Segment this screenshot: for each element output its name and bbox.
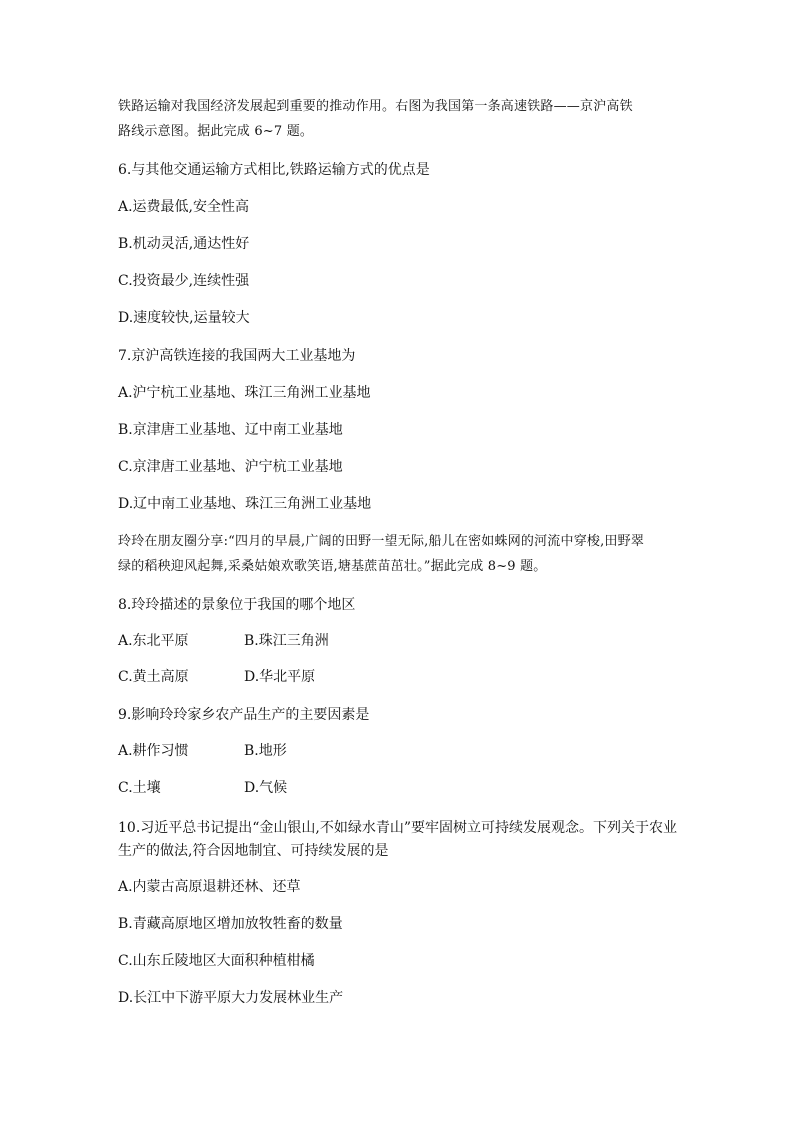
intro-text-8-9-line1: 玲玲在朋友圈分享:“四月的早晨,广阔的田野一望无际,船儿在密如蛛网的河流中穿梭,田野翠 (118, 534, 645, 549)
question-9-row2 (118, 778, 288, 798)
question-6-option-d: D.速度较快,运量较大 (118, 310, 250, 326)
question-10-stem-line1: 10.习近平总书记提出“金山银山,不如绿水青山”要牢固树立可持续发展观念。下列关于农业 (118, 820, 678, 836)
question-8-row2 (118, 667, 316, 687)
question-6-option-c: C.投资最少,连续性强 (118, 273, 250, 289)
question-10-option-c: C.山东丘陵地区大面积种植柑橘 (118, 953, 315, 969)
question-8-stem: 8.玲玲描述的景象位于我国的哪个地区 (118, 597, 356, 613)
question-9-option-d: D.气候 (244, 780, 288, 796)
question-6-stem: 6.与其他交通运输方式相比,铁路运输方式的优点是 (118, 162, 430, 178)
question-8-row1 (118, 631, 329, 651)
question-9-option-b: B.地形 (244, 743, 287, 759)
intro-text-8-9-line2: 绿的稻秧迎风起舞,采桑姑娘欢歌笑语,塘基蔗苗茁壮。”据此完成 8~9 题。 (118, 559, 547, 574)
question-8-option-b: B.珠江三角洲 (244, 633, 329, 649)
question-10-option-d: D.长江中下游平原大力发展林业生产 (118, 990, 344, 1006)
question-7-option-a: A.沪宁杭工业基地、珠江三角洲工业基地 (118, 385, 371, 401)
question-9-stem: 9.影响玲玲家乡农产品生产的主要因素是 (118, 707, 370, 723)
intro-text-6-7-line1: 铁路运输对我国经济发展起到重要的推动作用。右图为我国第一条高速铁路——京沪高铁 (118, 99, 633, 114)
question-10-stem-line2: 生产的做法,符合因地制宜、可持续发展的是 (118, 843, 389, 859)
question-6-option-a: A.运费最低,安全性高 (118, 199, 250, 215)
question-9-option-a: A.耕作习惯 (118, 743, 189, 759)
question-7-option-c: C.京津唐工业基地、沪宁杭工业基地 (118, 459, 343, 475)
intro-text-6-7-line2: 路线示意图。据此完成 6~7 题。 (118, 124, 314, 139)
question-10-option-b: B.青藏高原地区增加放牧牲畜的数量 (118, 916, 343, 932)
question-9-row1 (118, 741, 287, 761)
question-7-stem: 7.京沪高铁连接的我国两大工业基地为 (118, 348, 356, 364)
question-6-option-b: B.机动灵活,通达性好 (118, 236, 250, 252)
question-8-option-c: C.黄土高原 (118, 669, 189, 685)
question-9-option-c: C.土壤 (118, 780, 161, 796)
question-10-option-a: A.内蒙古高原退耕还林、还草 (118, 879, 301, 895)
question-8-option-a: A.东北平原 (118, 633, 189, 649)
question-7-option-b: B.京津唐工业基地、辽中南工业基地 (118, 422, 343, 438)
question-7-option-d: D.辽中南工业基地、珠江三角洲工业基地 (118, 496, 372, 512)
question-8-option-d: D.华北平原 (244, 669, 316, 685)
